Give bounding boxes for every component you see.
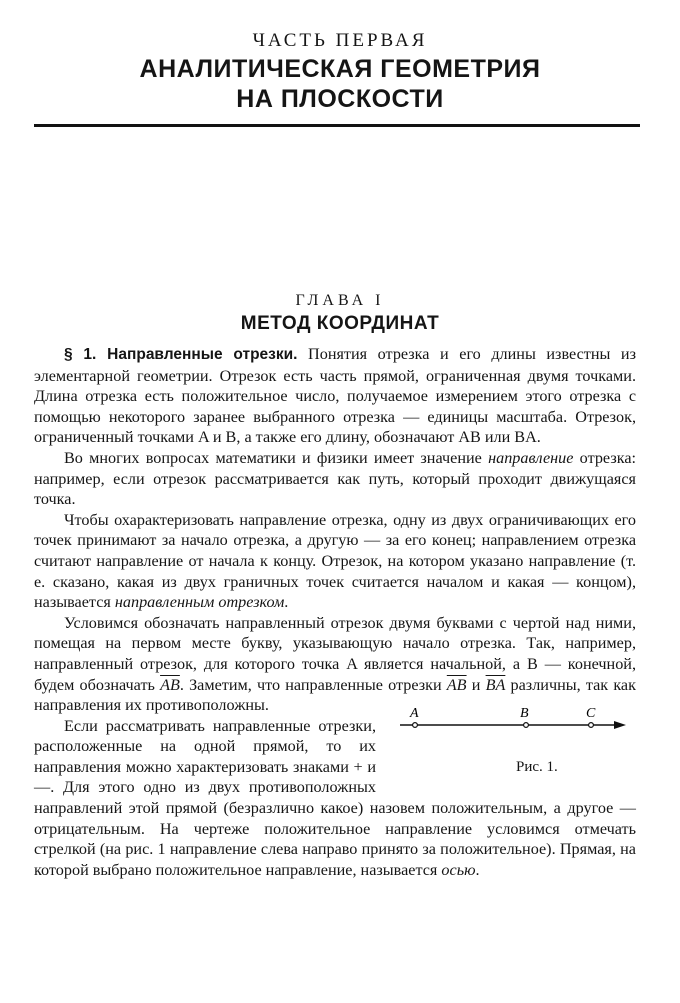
paragraph-3-start: Чтобы охарактеризовать направление отрезка, одну из двух ограничивающих его точек принимают за начало отрезка, а другую — за его конец; направлением отрезка считают направление от начала к концу. Отрезок, на котором указано направление (т. е. сказано, какая из двух граничных точек считается началом и какая — концом), называется	[34, 510, 636, 612]
paragraph-3	[34, 510, 636, 613]
paragraph-4-start: Условимся обозначать направленный отрезок двумя буквами с чертой над ними, помещая на первом месте букву, указывающую начало отрезка. Так, например, направленный отрезок, для которого точка A является начальной, а B — конечной, будем обозначать	[34, 613, 636, 694]
part-title	[0, 54, 680, 114]
paragraph-5-end: .	[475, 860, 480, 879]
paragraph-1	[34, 344, 636, 448]
paragraph-2	[34, 448, 636, 510]
notation-ab: $\overline{AB}$	[160, 675, 180, 694]
header-rule	[34, 124, 640, 127]
axis-arrowhead	[614, 721, 626, 729]
section-heading: § 1. Направленные отрезки.	[64, 346, 298, 363]
paragraph-4	[34, 613, 636, 776]
point-a	[413, 723, 418, 728]
notation-ab-2: $\overline{AB}$	[446, 675, 467, 694]
paragraph-4-end: различны, так как направления их противоположны.	[34, 675, 636, 715]
part-title-line-1: АНАЛИТИЧЕСКАЯ ГЕОМЕТРИЯ	[139, 55, 541, 83]
paragraph-4-and: и	[466, 675, 486, 694]
axis-diagram	[386, 705, 636, 735]
part-title-line-2: НА ПЛОСКОСТИ	[236, 85, 444, 113]
figure-1	[386, 695, 636, 787]
paragraph-2-end: отрезка: например, если отрезок рассматривается как путь, который проходит движущаяся точка.	[34, 448, 637, 509]
paragraph-2-start: Во многих вопросах математики и физики имеет значение	[64, 448, 489, 467]
point-label-c: C	[586, 706, 596, 722]
paragraph-5-start: Если рассматривать направленные отрезки, расположенные на одной прямой, то их направления можно характеризовать знаками + и —. Для этого одно из двух противоположных направлений этой прямой (безразлично какое) назовем положительным, а другое — отрицательным. На чертеже положительное направление условимся отмечать стрелкой (на рис. 1 направление слева направо принято за положительное). Прямая, на которой выбрано положительное направление, называется	[34, 716, 636, 879]
term-directed-segment: направленным отрезком	[114, 593, 285, 612]
point-b	[524, 723, 529, 728]
term-direction: направление	[488, 448, 574, 467]
part-label: ЧАСТЬ ПЕРВАЯ	[252, 30, 428, 51]
notation-ba: $\overline{BA}$	[485, 675, 506, 694]
point-label-a: A	[410, 706, 419, 722]
section-body	[34, 344, 636, 880]
point-label-b: B	[520, 706, 529, 722]
term-axis: осью	[441, 860, 476, 879]
chapter-title: МЕТОД КООРДИНАТ	[240, 313, 440, 334]
point-c	[589, 723, 594, 728]
figure-caption: Рис. 1.	[516, 759, 558, 776]
paragraph-4-mid: . Заметим, что направленные отрезки	[179, 675, 447, 694]
chapter-label: ГЛАВА I	[295, 292, 385, 309]
paragraph-1-text: Понятия отрезка и его длины известны из элементарной геометрии. Отрезок есть часть прямой, ограниченная двумя точками. Длина отрезка есть положительное число, получаемое измерением этого отрезка с помощью некоторого заранее выбранного отрезка — единицы масштаба. Отрезок, ограниченный точками A и B, а также его длину, обозначают AB или BA.	[34, 345, 636, 447]
paragraph-3-end: .	[284, 593, 289, 612]
